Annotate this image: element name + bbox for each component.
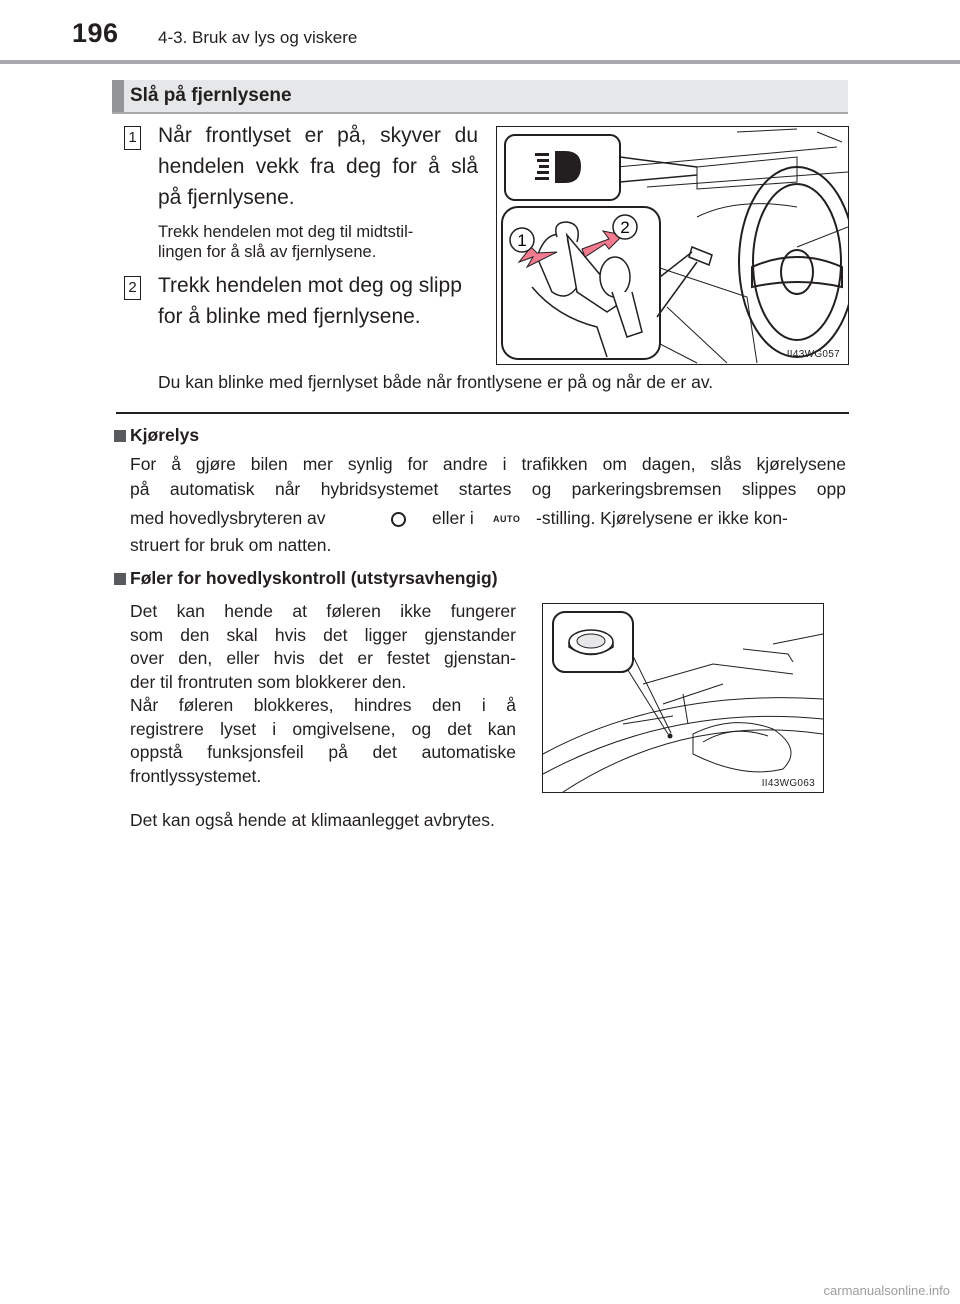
sensor-last-line: Det kan også hende at klimaanlegget avbrytes. — [130, 810, 495, 830]
sensor-line: frontlyssystemet. — [130, 765, 262, 786]
off-position-icon — [391, 512, 406, 527]
flash-note: Du kan blinke med fjernlyset både når frontlysene er på og når de er av. — [158, 372, 714, 392]
drl-paragraph — [130, 452, 846, 502]
drl-line-4: struert for bruk om natten. — [130, 535, 332, 555]
auto-position-icon: AUTO — [493, 514, 521, 524]
drl-line-3b: eller i — [432, 508, 474, 528]
step-1-note — [158, 222, 478, 262]
high-beam-icon-callout — [505, 135, 697, 200]
drl-heading: Kjørelys — [130, 425, 200, 445]
high-beam-icon — [535, 151, 581, 183]
figure-2-code: II43WG063 — [761, 778, 815, 789]
lever-illustration — [497, 127, 848, 364]
drl-line-1: For å gjøre bilen mer synlig for andre i trafikken om dagen, slås kjørelysene — [130, 454, 846, 474]
callout-1: 1 — [517, 231, 527, 250]
step-1-line: hendelen vekk fra deg for å slå — [158, 155, 478, 178]
step-2-line: Trekk hendelen mot deg og slipp — [158, 274, 462, 297]
step-number-2: 2 — [124, 276, 141, 300]
step-number-1: 1 — [124, 126, 141, 150]
page-number: 196 — [72, 18, 119, 48]
figure-1-code: II43WG057 — [786, 349, 840, 360]
sensor-line: der til frontruten som blokkerer den. — [130, 671, 407, 692]
section-heading: Slå på fjernlysene — [130, 85, 292, 106]
bullet-square-icon — [114, 573, 126, 585]
sensor-heading: Føler for hovedlyskontroll (utstyrsavhengig) — [130, 568, 498, 588]
figure-headlight-lever — [496, 126, 849, 365]
section-title: 4-3. Bruk av lys og viskere — [158, 28, 358, 47]
step-1-text — [158, 120, 478, 213]
sensor-paragraph — [130, 600, 516, 788]
drl-line-3c: -stilling. Kjørelysene er ikke kon- — [536, 508, 788, 528]
header-rule — [0, 60, 960, 64]
step-1-note-line: Trekk hendelen mot deg til midtstil- — [158, 223, 414, 241]
sensor-line: Når føleren blokkeres, hindres den i å — [130, 695, 516, 715]
bullet-square-icon — [114, 430, 126, 442]
step-1-line: på fjernlysene. — [158, 186, 295, 209]
sensor-line: over den, eller hvis det er festet gjenstan- — [130, 648, 516, 668]
drl-line-2: på automatisk når hybridsystemet startes og parkeringsbremsen slippes opp — [130, 479, 846, 499]
sensor-line: oppstå funksjonsfeil på det automatiske — [130, 742, 516, 762]
sensor-line: registrere lyset i omgivelsene, og det kan — [130, 718, 516, 739]
watermark: carmanualsonline.info — [823, 1283, 950, 1298]
step-2-text — [158, 270, 478, 332]
sensor-line: Det kan hende at føleren ikke fungerer — [130, 601, 516, 621]
sensor-line: som den skal hvis det ligger gjenstander — [130, 624, 516, 645]
step-2-line: for å blinke med fjernlysene. — [158, 305, 421, 328]
drl-line-3a: med hovedlysbryteren av — [130, 508, 326, 528]
step-1-line: Når frontlyset er på, skyver du — [158, 124, 478, 147]
steering-wheel — [739, 167, 848, 357]
callout-2: 2 — [620, 218, 630, 237]
lever-zoom-callout — [502, 207, 697, 359]
step-1-note-line: lingen for å slå av fjernlysene. — [158, 243, 377, 261]
section-heading-bar — [112, 80, 848, 114]
sensor-callout — [553, 612, 633, 672]
section-divider — [116, 412, 849, 414]
heading-stripe — [112, 80, 124, 112]
figure-light-sensor — [542, 603, 824, 793]
drl-line-3 — [130, 508, 846, 533]
sensor-illustration — [543, 604, 823, 792]
